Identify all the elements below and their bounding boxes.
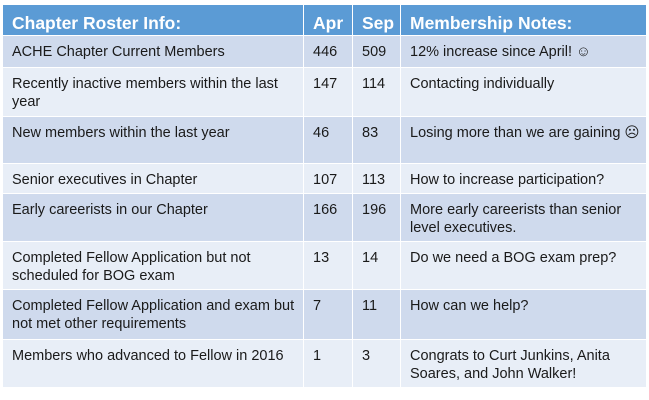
row-apr-value: 107	[304, 164, 353, 194]
chapter-roster-table	[2, 4, 647, 388]
row-note: 12% increase since April! ☺	[401, 36, 647, 68]
row-note: Losing more than we are gaining ☹	[401, 117, 647, 164]
row-note: How to increase participation?	[401, 164, 647, 194]
row-label: Recently inactive members within the last year	[3, 68, 304, 117]
table-row	[3, 164, 647, 194]
row-note: More early careerists than senior level executives.	[401, 194, 647, 242]
row-sep-value: 3	[353, 340, 401, 388]
row-label: New members within the last year	[3, 117, 304, 164]
row-apr-value: 46	[304, 117, 353, 164]
row-label: ACHE Chapter Current Members	[3, 36, 304, 68]
row-note: Congrats to Curt Junkins, Anita Soares, and John Walker!	[401, 340, 647, 388]
row-apr-value: 166	[304, 194, 353, 242]
table-row	[3, 340, 647, 388]
table-row	[3, 68, 647, 117]
row-sep-value: 196	[353, 194, 401, 242]
row-sep-value: 509	[353, 36, 401, 68]
row-apr-value: 7	[304, 290, 353, 340]
row-note: Do we need a BOG exam prep?	[401, 242, 647, 290]
row-apr-value: 1	[304, 340, 353, 388]
row-sep-value: 83	[353, 117, 401, 164]
row-apr-value: 446	[304, 36, 353, 68]
row-label: Completed Fellow Application but not scheduled for BOG exam	[3, 242, 304, 290]
row-label: Members who advanced to Fellow in 2016	[3, 340, 304, 388]
header-sep: Sep	[353, 5, 401, 36]
row-label: Senior executives in Chapter	[3, 164, 304, 194]
table-row	[3, 194, 647, 242]
header-apr: Apr	[304, 5, 353, 36]
row-label: Completed Fellow Application and exam but not met other requirements	[3, 290, 304, 340]
row-apr-value: 13	[304, 242, 353, 290]
table-row	[3, 117, 647, 164]
table-header-row	[3, 5, 647, 36]
row-apr-value: 147	[304, 68, 353, 117]
row-sep-value: 114	[353, 68, 401, 117]
row-sep-value: 14	[353, 242, 401, 290]
table-row	[3, 36, 647, 68]
row-note: How can we help?	[401, 290, 647, 340]
row-label: Early careerists in our Chapter	[3, 194, 304, 242]
header-membership-notes: Membership Notes:	[401, 5, 647, 36]
row-note: Contacting individually	[401, 68, 647, 117]
table-row	[3, 242, 647, 290]
row-sep-value: 11	[353, 290, 401, 340]
header-roster-info: Chapter Roster Info:	[3, 5, 304, 36]
table-row	[3, 290, 647, 340]
row-sep-value: 113	[353, 164, 401, 194]
